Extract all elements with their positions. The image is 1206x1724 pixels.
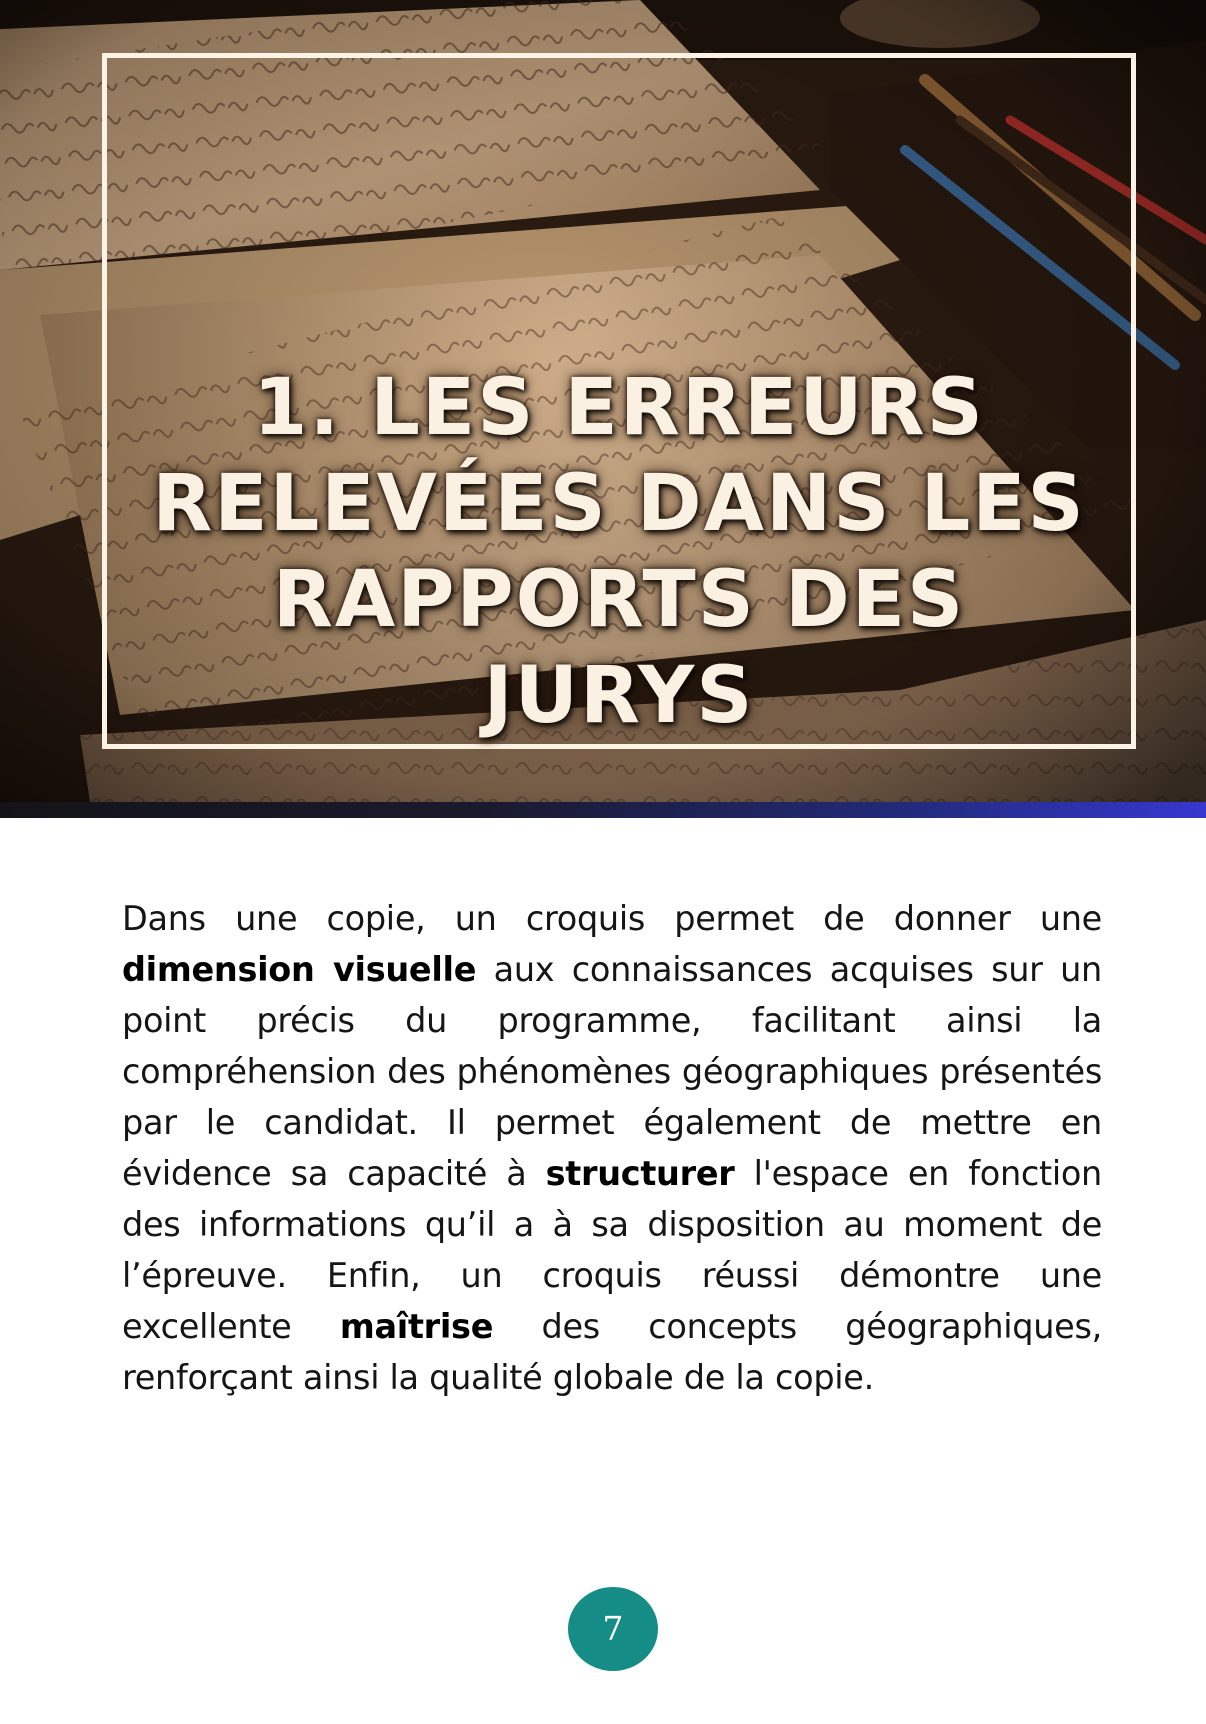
hero-banner: [0, 0, 1206, 802]
page-number-badge: 7: [568, 1587, 658, 1671]
body-paragraph: [122, 893, 1102, 1403]
emphasis-text: maîtrise: [339, 1307, 494, 1346]
accent-divider: [0, 802, 1206, 818]
paragraph-text: l'espace en fonction des informations qu’il a à sa disposition au moment de l’épreuve. Enfin, un croquis réussi démontre une excellente: [122, 1154, 1102, 1346]
emphasis-text: structurer: [545, 1154, 735, 1193]
section-title: 1. LES ERREURS RELEVÉES DANS LES RAPPORTS DES JURYS: [152, 363, 1086, 741]
paragraph-text: aux connaissances acquises sur un point précis du programme, facilitant ainsi la compréhension des phénomènes géographiques présentés par le candidat. Il permet également de mettre en évidence sa capacité à: [122, 950, 1102, 1193]
paragraph-text: des concepts géographiques, renforçant ainsi la qualité globale de la copie.: [122, 1307, 1102, 1397]
emphasis-text: dimension visuelle: [122, 950, 477, 989]
paragraph-text: Dans une copie, un croquis permet de donner une: [122, 899, 1102, 938]
